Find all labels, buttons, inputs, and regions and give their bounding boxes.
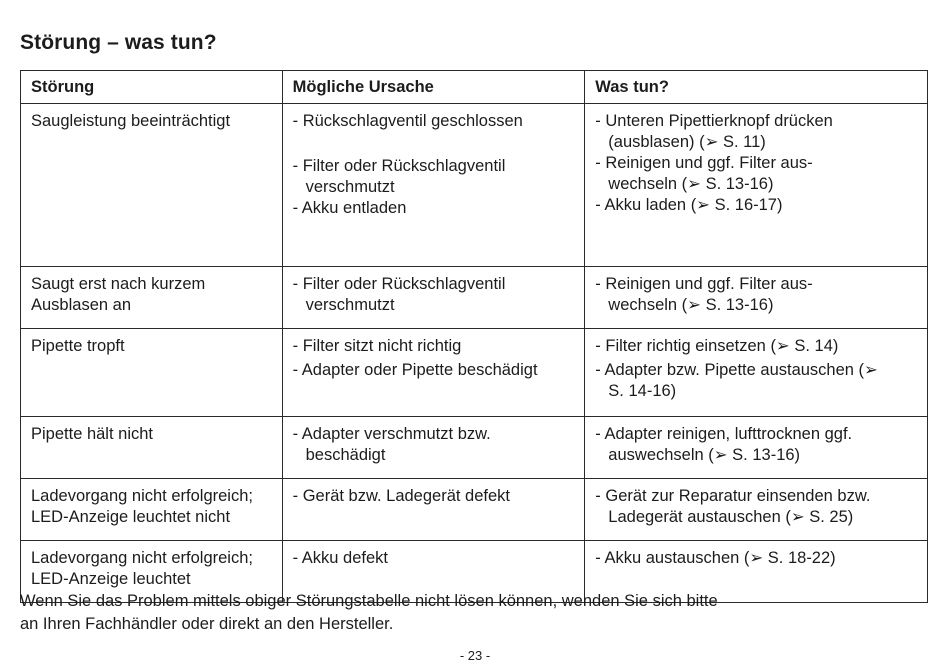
problem-cell (21, 479, 283, 541)
action-item: - Akku austauschen (➢ S. 18-22) (595, 549, 836, 567)
problem-cell (21, 329, 283, 417)
page-number: - 23 - (459, 648, 491, 663)
cause-item: - Filter oder Rückschlagventil verschmutzt (292, 157, 506, 196)
footer-line: an Ihren Fachhändler oder direkt an den Hersteller. (20, 615, 394, 633)
cause-cell (282, 267, 585, 329)
column-header-problem: Störung (21, 71, 283, 104)
action-cell (585, 104, 928, 267)
column-header-action: Was tun? (585, 71, 928, 104)
action-item: - Reinigen und ggf. Filter auswechseln (➢ S. 13-16) (595, 154, 813, 193)
action-cell (585, 417, 928, 479)
problem-text: Ausblasen an (31, 296, 131, 314)
cause-item: - Akku entladen (292, 199, 407, 217)
table-row (21, 267, 928, 329)
cause-item: - Adapter verschmutzt bzw. beschädigt (292, 425, 491, 464)
table-row (21, 417, 928, 479)
table-row (21, 104, 928, 267)
problem-text: Saugleistung beeinträchtigt (31, 112, 231, 130)
problem-text: Saugt erst nach kurzem (31, 275, 206, 293)
action-cell (585, 329, 928, 417)
cause-item: - Gerät bzw. Ladegerät defekt (292, 487, 511, 505)
column-header-cause: Mögliche Ursache (282, 71, 585, 104)
action-item: - Gerät zur Reparatur einsenden bzw. Ladegerät austauschen (➢ S. 25) (595, 487, 871, 526)
cause-cell (282, 479, 585, 541)
troubleshooting-table (20, 70, 928, 603)
cause-cell (282, 417, 585, 479)
action-item: - Reinigen und ggf. Filter auswechseln (➢ S. 13-16) (595, 275, 813, 314)
problem-text: Ladevorgang nicht erfolgreich; (31, 549, 253, 567)
action-item: - Akku laden (➢ S. 16-17) (595, 196, 783, 214)
table-header-row (21, 71, 928, 104)
footer-line: Wenn Sie das Problem mittels obiger Störungstabelle nicht lösen können, wenden Sie sich bitte (20, 592, 718, 610)
problem-cell (21, 417, 283, 479)
problem-text: Ladevorgang nicht erfolgreich; (31, 487, 253, 505)
action-cell (585, 267, 928, 329)
cause-item: - Akku defekt (292, 549, 389, 567)
cause-cell (282, 329, 585, 417)
problem-cell (21, 267, 283, 329)
table-row (21, 479, 928, 541)
problem-text: LED-Anzeige leuchtet nicht (31, 508, 231, 526)
cause-item: - Filter oder Rückschlagventil verschmutzt (292, 275, 506, 314)
page-title: Störung – was tun? (20, 31, 217, 54)
action-item: - Filter richtig einsetzen (➢ S. 14) (595, 337, 839, 355)
problem-text: Pipette tropft (31, 337, 125, 355)
table-row (21, 329, 928, 417)
cause-item: - Filter sitzt nicht richtig (292, 337, 462, 355)
action-item: - Adapter reinigen, lufttrocknen ggf. auswechseln (➢ S. 13-16) (595, 425, 853, 464)
problem-text: LED-Anzeige leuchtet (31, 570, 191, 588)
action-item: - Adapter bzw. Pipette austauschen (➢ S. 14-16) (595, 361, 878, 400)
problem-text: Pipette hält nicht (31, 425, 153, 443)
problem-cell (21, 104, 283, 267)
cause-cell (282, 104, 585, 267)
cause-item: - Adapter oder Pipette beschädigt (292, 361, 538, 379)
action-item: - Unteren Pipettierknopf drücken (ausblasen) (➢ S. 11) (595, 112, 833, 151)
cause-item: - Rückschlagventil geschlossen (292, 112, 523, 130)
footer-note (20, 590, 880, 636)
action-cell (585, 479, 928, 541)
